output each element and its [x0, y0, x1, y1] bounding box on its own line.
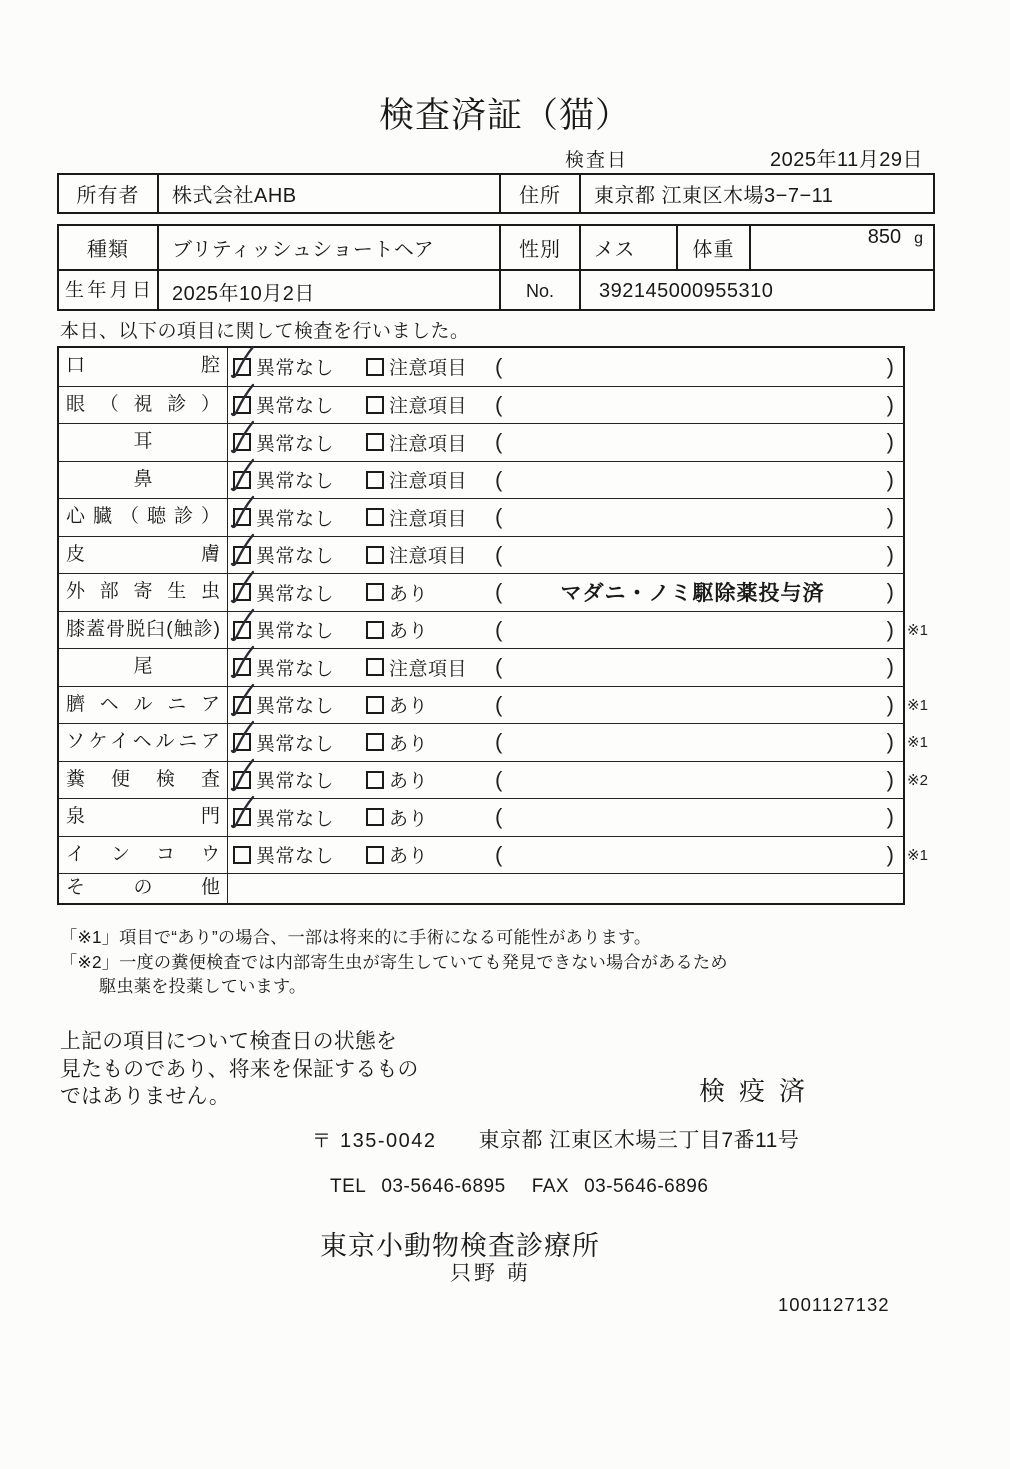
checkbox-no-abnormality [233, 358, 251, 376]
weight-cell [749, 226, 933, 269]
checkbox-alt [366, 808, 384, 826]
finding-text [516, 537, 869, 574]
checkbox-no-abnormality [233, 508, 251, 526]
checklist-row-other [59, 873, 903, 903]
tel-label: TEL [330, 1176, 367, 1197]
option-alt [366, 612, 428, 649]
birth-value: 2025年10月2日 [157, 269, 499, 311]
exam-item-label: インコウ [59, 837, 228, 874]
exam-item-result [228, 424, 903, 461]
exam-item-result [228, 837, 928, 874]
exam-item-label: 耳 [59, 424, 228, 461]
exam-item-result [228, 799, 903, 836]
exam-item-result [228, 574, 903, 611]
option-no-abnormality [233, 724, 334, 761]
exam-item-result [228, 687, 928, 724]
handwritten-check-icon [229, 795, 255, 831]
checklist-row [59, 723, 928, 761]
finding-text [516, 462, 869, 499]
paren-close: ) [886, 541, 894, 567]
checkbox-alt [366, 621, 384, 639]
finding-text: マダニ・ノミ駆除薬投与済 [560, 582, 825, 606]
checkbox-alt [366, 396, 384, 414]
no-abnormality-label: 異常なし [256, 658, 335, 680]
checkbox-no-abnormality [233, 733, 251, 751]
exam-item-result [228, 724, 928, 761]
exam-item-label: 糞便検査 [59, 762, 228, 799]
alt-option-label: あり [389, 696, 429, 718]
finding-text [516, 649, 869, 686]
exam-item-label: 口腔 [59, 348, 228, 386]
owner-value: 株式会社AHB [157, 175, 499, 212]
disclaimer-line-1: 上記の項目について検査日の状態を [60, 1030, 398, 1053]
handwritten-check-icon [229, 570, 255, 606]
exam-item-result [228, 762, 928, 799]
checkbox-no-abnormality [233, 771, 251, 789]
option-alt [366, 837, 428, 874]
handwritten-check-icon [229, 758, 255, 794]
option-alt [366, 537, 467, 574]
checkbox-alt [366, 508, 384, 526]
footnote-1: 「※1」項目で“あり”の場合、一部は将来的に手術になる可能性があります。 [60, 927, 652, 947]
paren-open: ( [495, 729, 503, 755]
exam-item-result [228, 348, 903, 386]
finding-text [516, 424, 869, 461]
checklist-row [59, 798, 903, 836]
breed-row [59, 226, 933, 269]
exam-item-result [228, 462, 903, 499]
checkbox-alt [366, 771, 384, 789]
paren-open: ( [495, 353, 503, 379]
checkbox-no-abnormality [233, 658, 251, 676]
exam-item-label: 外部寄生虫 [59, 574, 228, 611]
examiner-name: 只野 萌 [450, 1262, 531, 1285]
checkbox-no-abnormality [233, 696, 251, 714]
disclaimer-statement [60, 1028, 419, 1111]
option-no-abnormality [233, 424, 334, 461]
finding-text [516, 762, 869, 799]
alt-option-label: 注意項目 [389, 471, 468, 493]
paren-open: ( [495, 691, 503, 717]
paren-close: ) [886, 654, 894, 680]
handwritten-check-icon [229, 533, 255, 569]
checklist-row [59, 686, 928, 724]
alt-option-label: あり [389, 808, 429, 830]
paren-close: ) [886, 691, 894, 717]
inspection-date-label: 検査日 [565, 150, 629, 171]
no-abnormality-label: 異常なし [256, 621, 335, 643]
document-number: 1001127132 [778, 1294, 890, 1315]
checklist-row [59, 573, 903, 611]
option-no-abnormality [233, 462, 334, 499]
exam-item-label: 尾 [59, 649, 228, 686]
sex-label: 性別 [499, 226, 579, 269]
exam-item-label: 皮膚 [59, 537, 228, 574]
checkbox-no-abnormality [233, 471, 251, 489]
checklist-row [59, 536, 903, 574]
handwritten-check-icon [229, 683, 255, 719]
tel-number: 03-5646-6895 [381, 1176, 506, 1197]
note-marker: ※1 [907, 696, 928, 714]
exam-item-label: 泉門 [59, 799, 228, 836]
owner-row [59, 175, 933, 212]
option-no-abnormality [233, 687, 334, 724]
option-no-abnormality [233, 499, 334, 536]
postal-mark-icon: 〒 [312, 1131, 332, 1152]
note-marker: ※1 [907, 846, 928, 864]
note-marker: ※1 [907, 621, 928, 639]
footnote-2: 「※2」一度の糞便検査では内部寄生虫が寄生していても発見できない場合があるため [60, 952, 728, 972]
exam-item-result [228, 537, 903, 574]
paren-open: ( [495, 841, 503, 867]
handwritten-check-icon [229, 608, 255, 644]
option-alt [366, 724, 428, 761]
paren-close: ) [886, 729, 894, 755]
page-title: 検査済証（猫） [378, 96, 631, 135]
paren-open: ( [495, 429, 503, 455]
breed-value: ブリティッシュショートヘア [157, 226, 499, 269]
checklist-row [59, 461, 903, 499]
exam-item-result [228, 499, 903, 536]
intro-text: 本日、以下の項目に関して検査を行いました。 [60, 321, 470, 342]
no-abnormality-label: 異常なし [256, 696, 335, 718]
no-abnormality-label: 異常なし [256, 771, 335, 793]
paren-close: ) [886, 841, 894, 867]
no-abnormality-label: 異常なし [256, 396, 335, 418]
handwritten-check-icon [229, 720, 255, 756]
weight-unit: g [914, 230, 923, 247]
paren-open: ( [495, 579, 503, 605]
option-alt [366, 799, 428, 836]
address-value: 東京都 江東区木場3−7−11 [579, 175, 933, 212]
exam-item-result [228, 874, 903, 903]
clinic-phone-line [330, 1176, 708, 1198]
finding-text [516, 724, 869, 761]
option-alt [366, 499, 467, 536]
checklist-table [57, 346, 928, 905]
checkbox-no-abnormality [233, 433, 251, 451]
disclaimer-line-2: 見たものであり、将来を保証するもの [60, 1057, 419, 1081]
exam-item-label: ソケイヘルニア [59, 724, 228, 761]
handwritten-check-icon [229, 420, 255, 456]
checkbox-alt [366, 733, 384, 751]
finding-text [516, 348, 869, 386]
breed-label: 種類 [87, 239, 129, 261]
paren-close: ) [886, 391, 894, 417]
option-no-abnormality [233, 837, 334, 874]
checklist-row [59, 836, 928, 874]
option-no-abnormality [233, 799, 334, 836]
owner-table [57, 173, 935, 214]
birth-row [59, 269, 933, 311]
checklist-row [59, 611, 928, 649]
finding-text [516, 799, 869, 836]
fax-label: FAX [531, 1176, 570, 1197]
paren-open: ( [495, 391, 503, 417]
checkbox-alt [366, 358, 384, 376]
alt-option-label: あり [389, 621, 429, 643]
no-abnormality-label: 異常なし [256, 733, 335, 755]
exam-item-label: 鼻 [59, 462, 228, 499]
no-abnormality-label: 異常なし [256, 846, 335, 868]
checkbox-no-abnormality [233, 396, 251, 414]
no-abnormality-label: 異常なし [256, 433, 335, 455]
paren-close: ) [886, 504, 894, 530]
checkbox-no-abnormality [233, 808, 251, 826]
exam-item-result [228, 387, 903, 424]
note-marker: ※2 [907, 771, 928, 789]
sex-value: メス [579, 226, 676, 269]
weight-value: 850 [867, 226, 902, 248]
option-no-abnormality [233, 612, 334, 649]
finding-text [516, 612, 869, 649]
option-no-abnormality [233, 762, 334, 799]
no-abnormality-label: 異常なし [256, 583, 335, 605]
checklist-row [59, 498, 903, 536]
handwritten-check-icon [229, 345, 255, 381]
no-abnormality-label: 異常なし [256, 358, 335, 380]
option-no-abnormality [233, 387, 334, 424]
option-no-abnormality [233, 649, 334, 686]
checkbox-alt [366, 433, 384, 451]
alt-option-label: あり [389, 583, 429, 605]
no-label: No. [499, 269, 579, 311]
checkbox-no-abnormality [233, 846, 251, 864]
paren-open: ( [495, 504, 503, 530]
clinic-name: 東京小動物検査診療所 [320, 1231, 600, 1261]
exam-item-result [228, 612, 928, 649]
inspection-date-value: 2025年11月29日 [770, 149, 923, 171]
exam-item-label: 臍ヘルニア [59, 687, 228, 724]
alt-option-label: あり [389, 733, 429, 755]
option-alt [366, 462, 467, 499]
paren-close: ) [886, 804, 894, 830]
checkbox-no-abnormality [233, 621, 251, 639]
option-alt [366, 574, 428, 611]
option-alt [366, 424, 467, 461]
paren-close: ) [886, 466, 894, 492]
alt-option-label: 注意項目 [389, 546, 468, 568]
option-alt [366, 762, 428, 799]
alt-option-label: 注意項目 [389, 396, 468, 418]
exam-item-label: 心臓（聴診） [59, 499, 228, 536]
exam-item-label: 眼（視診） [59, 387, 228, 424]
no-abnormality-label: 異常なし [256, 546, 335, 568]
no-abnormality-label: 異常なし [256, 808, 335, 830]
finding-text [516, 687, 869, 724]
alt-option-label: 注意項目 [389, 508, 468, 530]
checklist-row [59, 761, 928, 799]
option-alt [366, 687, 428, 724]
handwritten-check-icon [229, 383, 255, 419]
checklist-row [59, 348, 903, 386]
exam-item-label: その他 [59, 874, 228, 903]
option-no-abnormality [233, 537, 334, 574]
clinic-address: 東京都 江東区木場三丁目7番11号 [478, 1129, 800, 1152]
alt-option-label: 注意項目 [389, 433, 468, 455]
option-no-abnormality [233, 348, 334, 386]
handwritten-check-icon [229, 458, 255, 494]
checkbox-no-abnormality [233, 583, 251, 601]
paren-open: ( [495, 654, 503, 680]
option-alt [366, 387, 467, 424]
paren-open: ( [495, 766, 503, 792]
address-label: 住所 [499, 175, 579, 212]
paren-open: ( [495, 541, 503, 567]
disclaimer-line-3: ではありません。 [60, 1085, 231, 1109]
paren-close: ) [886, 353, 894, 379]
checkbox-alt [366, 583, 384, 601]
finding-text [516, 499, 869, 536]
alt-option-label: あり [389, 771, 429, 793]
checklist-row [59, 423, 903, 461]
pet-table [57, 224, 935, 311]
clinic-postal-line [312, 1124, 799, 1154]
option-alt [366, 348, 467, 386]
postal-code: 135-0042 [340, 1130, 437, 1152]
checkbox-alt [366, 696, 384, 714]
option-alt [366, 649, 467, 686]
paren-close: ) [886, 616, 894, 642]
checkbox-alt [366, 658, 384, 676]
paren-close: ) [886, 579, 894, 605]
checklist-row [59, 386, 903, 424]
checklist-row [59, 648, 903, 686]
weight-label: 体重 [676, 226, 749, 269]
paren-close: ) [886, 766, 894, 792]
alt-option-label: あり [389, 846, 429, 868]
footnote-2-continued: 駆虫薬を投薬しています。 [99, 976, 307, 996]
checkbox-alt [366, 471, 384, 489]
checkbox-alt [366, 846, 384, 864]
option-no-abnormality [233, 574, 334, 611]
no-value: 392145000955310 [579, 269, 933, 311]
birth-label: 生年月日 [59, 269, 157, 311]
owner-label: 所有者 [76, 185, 140, 207]
exam-item-result [228, 649, 903, 686]
handwritten-check-icon [229, 495, 255, 531]
checkbox-no-abnormality [233, 546, 251, 564]
alt-option-label: 注意項目 [389, 658, 468, 680]
paren-open: ( [495, 616, 503, 642]
quarantine-stamp: 検疫済 [699, 1076, 820, 1106]
alt-option-label: 注意項目 [389, 358, 468, 380]
fax-number: 03-5646-6896 [584, 1176, 709, 1197]
no-abnormality-label: 異常なし [256, 508, 335, 530]
handwritten-check-icon [229, 645, 255, 681]
paren-open: ( [495, 466, 503, 492]
finding-text [516, 387, 869, 424]
checkbox-alt [366, 546, 384, 564]
paren-open: ( [495, 804, 503, 830]
paren-close: ) [886, 429, 894, 455]
exam-item-label: 膝蓋骨脱臼(触診) [59, 612, 228, 649]
note-marker: ※1 [907, 734, 928, 752]
no-abnormality-label: 異常なし [256, 471, 335, 493]
finding-text [516, 837, 869, 874]
